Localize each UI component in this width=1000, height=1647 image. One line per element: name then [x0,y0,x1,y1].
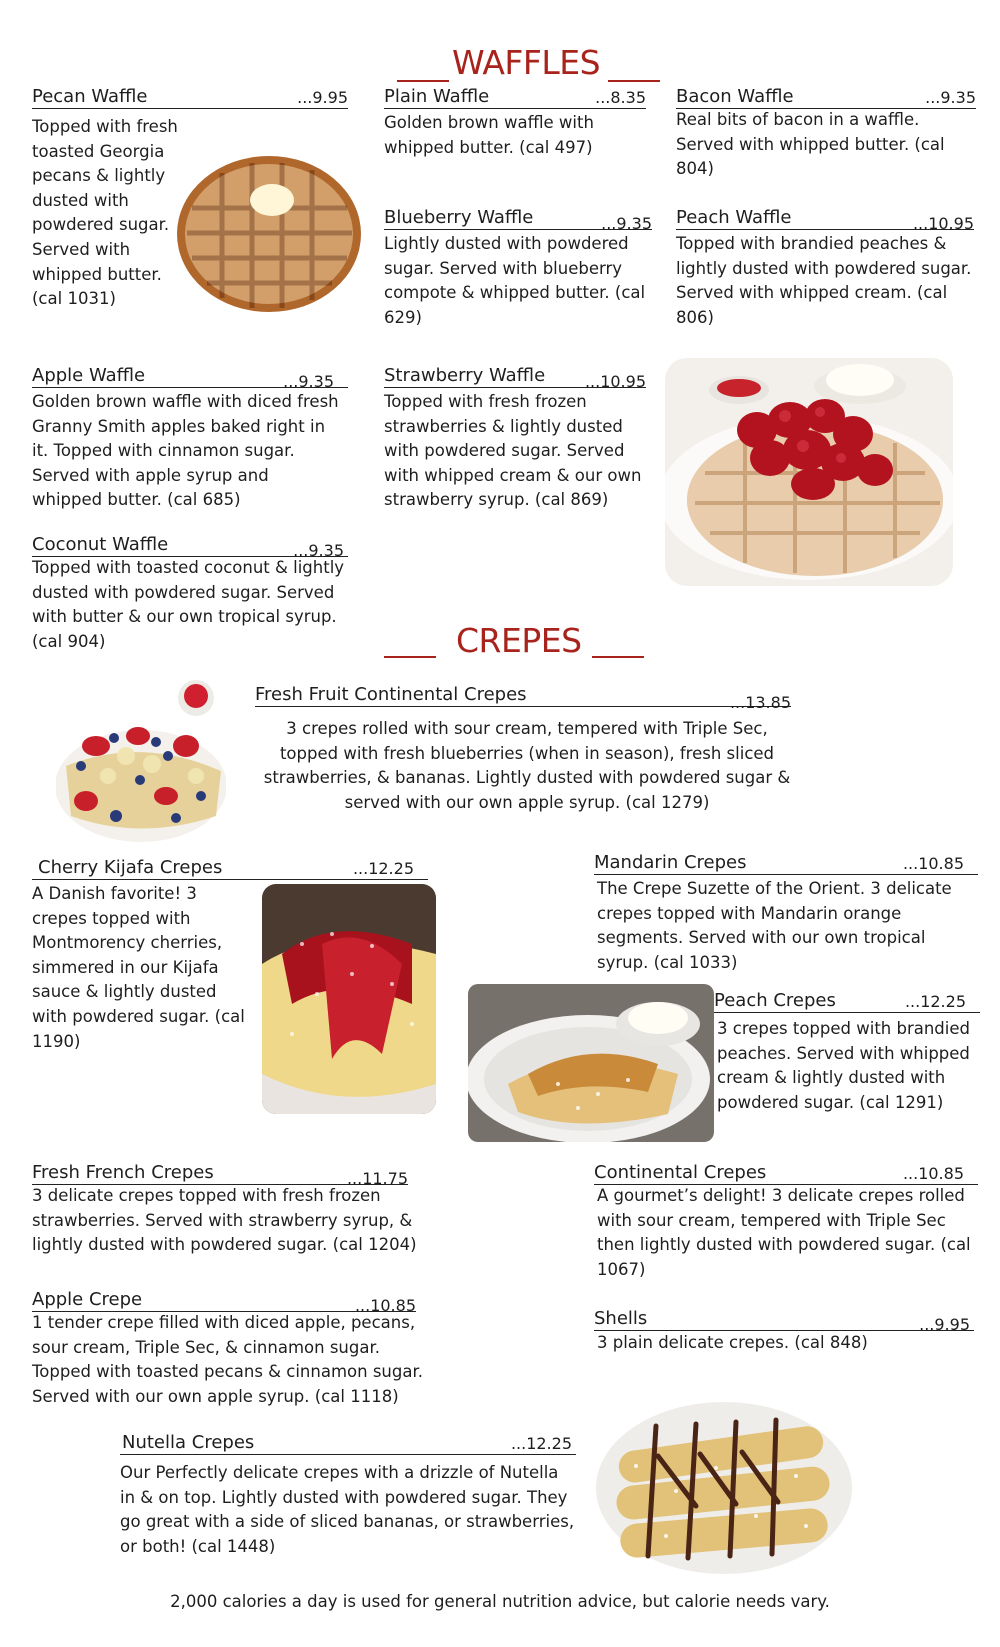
item-price: ...9.35 [925,88,976,107]
crepes-title: CREPES [456,621,582,660]
item-price: ...10.85 [354,1296,416,1315]
item-description: A Danish favorite! 3 crepes topped with Montmorency cherries, simmered in our Kijafa sauce & lightly dusted with powdered sugar. (cal 1190) [32,884,245,1051]
item-description: 3 delicate crepes topped with fresh frozen strawberries. Served with strawberry syrup, & lightly dusted with powdered sugar. (cal 1204) [32,1186,417,1255]
item-price: ...10.95 [912,214,974,233]
menu-item-plain-waffle [384,82,646,160]
item-name: Pecan Waffle [32,86,148,107]
menu-item-mandarin-crepes [594,848,978,975]
item-price: ...8.35 [595,88,646,107]
item-price: ...10.85 [902,854,964,873]
menu-item-shells [594,1304,974,1356]
waffles-title: WAFFLES [452,43,601,82]
menu-item-apple-waffle [32,361,348,513]
item-description: Lightly dusted with powdered sugar. Served with blueberry compote & whipped butter. (cal 629) [384,234,646,327]
strawberry-waffle-photo [665,358,953,586]
item-description: Our Perfectly delicate crepes with a drizzle of Nutella in & on top. Lightly dusted with powdered sugar. They go great with a side of sliced bananas, or strawberries, or both! (cal 1448) [120,1463,575,1556]
item-description: 1 tender crepe filled with diced apple, pecans, sour cream, Triple Sec, & cinnamon sugar. Topped with toasted pecans & cinnamon sugar. Served with our own apple syrup. (cal 1118) [32,1313,423,1406]
item-description: Golden brown waffle with whipped butter. (cal 497) [384,113,594,157]
item-name: Nutella Crepes [122,1432,255,1453]
item-name: Plain Waffle [384,86,490,107]
item-price: ...10.85 [902,1164,964,1183]
menu-item-continental-crepes [594,1158,978,1282]
item-name: Peach Crepes [714,990,836,1011]
item-description: 3 plain delicate crepes. (cal 848) [597,1333,868,1352]
item-price: ...11.75 [346,1169,408,1188]
menu-item-nutella-crepes [120,1428,576,1559]
item-name: Fresh Fruit Continental Crepes [255,684,527,705]
item-price: ...9.35 [283,372,334,391]
item-name: Fresh French Crepes [32,1162,214,1183]
item-price: ...13.85 [729,693,791,712]
item-description: Golden brown waffle with diced fresh Granny Smith apples baked right in it. Topped with cinnamon sugar. Served with apple syrup and whipped butter. (cal 685) [32,392,339,510]
menu-item-peach-waffle [676,203,974,330]
item-description: 3 crepes rolled with sour cream, tempered with Triple Sec, topped with fresh blueberries (when in season), fresh sliced strawberries, & bananas. Lightly dusted with powdered sugar & served with our own apple syrup. (cal 1279) [263,719,791,812]
menu-item-bacon-waffle [676,82,976,182]
item-name: Strawberry Waffle [384,365,546,386]
item-price: ...12.25 [510,1434,572,1453]
item-price: ...9.95 [297,88,348,107]
menu-item-coconut-waffle [32,530,348,654]
nutella-crepes-photo [596,1396,852,1576]
pecan-waffle-photo [172,148,366,316]
menu-item-strawberry-waffle [384,361,646,513]
item-price: ...12.25 [904,992,966,1011]
menu-item-blueberry-waffle [384,203,652,330]
item-description: Topped with fresh frozen strawberries & lightly dusted with powdered sugar. Served with whipped cream & our own strawberry syrup. (cal 869) [384,392,642,510]
item-description: 3 crepes topped with brandied peaches. Served with whipped cream & lightly dusted with powdered sugar. (cal 1291) [717,1019,970,1112]
item-name: Apple Waffle [32,365,146,386]
item-name: Bacon Waffle [676,86,794,107]
item-name: Apple Crepe [32,1289,143,1310]
item-description: A gourmet’s delight! 3 delicate crepes rolled with sour cream, tempered with Triple Sec then lightly dusted with powdered sugar. (cal 1067) [597,1186,971,1279]
item-price: ...9.35 [601,214,652,233]
item-description: Topped with fresh toasted Georgia pecans & lightly dusted with powdered sugar. Served with whipped butter. (cal 1031) [32,117,178,309]
item-name: Mandarin Crepes [594,852,747,873]
item-name: Cherry Kijafa Crepes [38,857,223,878]
peach-crepes-photo [468,984,714,1142]
item-name: Shells [594,1308,648,1329]
item-name: Coconut Waffle [32,534,169,555]
item-price: ...9.95 [919,1315,970,1334]
crepes-title-line-right [592,656,644,658]
item-description: Topped with toasted coconut & lightly dusted with powdered sugar. Served with butter & our own tropical syrup. (cal 904) [32,558,345,651]
menu-item-fresh-fruit-continental-crepes [255,680,791,815]
item-description: Topped with brandied peaches & lightly dusted with powdered sugar. Served with whipped cream. (cal 806) [676,234,972,327]
cherry-crepes-photo [262,884,436,1114]
item-price: ...10.95 [584,372,646,391]
item-description: Real bits of bacon in a waffle. Served with whipped butter. (cal 804) [676,110,945,179]
item-price: ...9.35 [293,541,344,560]
item-description: The Crepe Suzette of the Orient. 3 delicate crepes topped with Mandarin orange segments. Served with our own tropical syrup. (cal 1033) [597,879,952,972]
fruit-crepes-photo [56,676,226,844]
calorie-disclaimer: 2,000 calories a day is used for general nutrition advice, but calorie needs vary. [170,1592,830,1611]
item-price: ...12.25 [352,859,414,878]
crepes-title-line-left [384,656,436,658]
item-name: Peach Waffle [676,207,792,228]
menu-item-apple-crepe [32,1285,423,1409]
menu-item-peach-crepes [714,986,980,1115]
item-name: Continental Crepes [594,1162,767,1183]
menu-item-fresh-french-crepes [32,1158,417,1258]
item-name: Blueberry Waffle [384,207,534,228]
